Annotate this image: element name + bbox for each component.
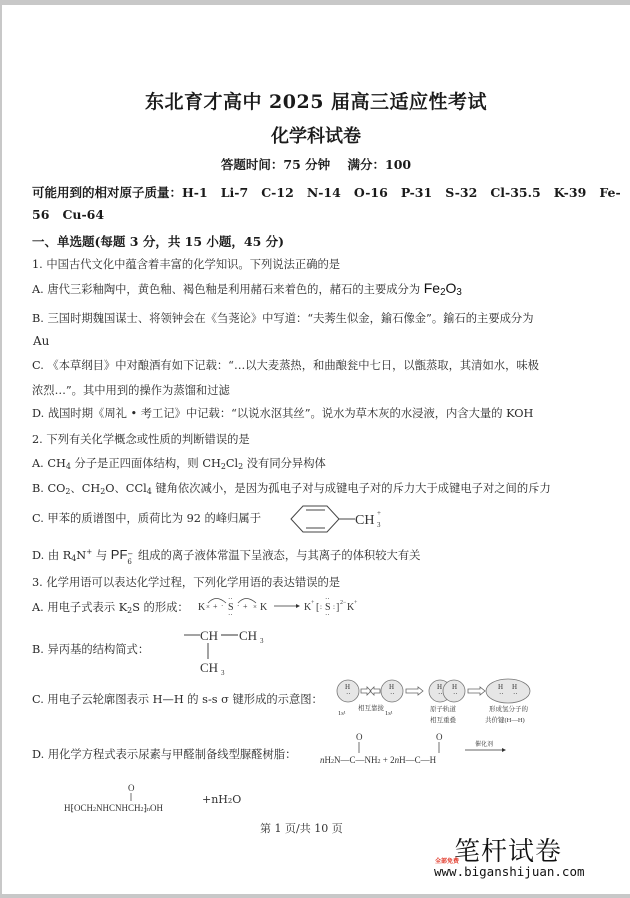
svg-text:H: H	[498, 683, 504, 691]
question-1-option-b-line1: B. 三国时期魏国谋士、将领钟会在《刍荛论》中写道：“夫莠生似金，鍮石像金”。鍮石的主要成分为	[32, 312, 534, 325]
water-byproduct: +nH₂O	[202, 793, 242, 806]
svg-text:O: O	[356, 732, 363, 742]
question-3-option-a: A. 用电子式表示 $K_2S$ 的形成：	[32, 601, 189, 615]
svg-text:+: +	[354, 600, 358, 606]
svg-text:K: K	[304, 602, 312, 613]
question-1-option-c-line1: C. 《本草纲目》中对酿酒有如下记载：“…以大麦蒸热，和曲酿瓮中七日，以甑蒸取，其清如水，味极	[32, 359, 539, 372]
atomic-masses-line2: 56 Cu-64	[32, 207, 105, 222]
svg-text:··: ··	[325, 595, 330, 603]
svg-text:形成氢分子的: 形成氢分子的	[489, 706, 528, 713]
svg-text::: :	[333, 603, 335, 611]
methylbenzene-cation-structure	[285, 502, 385, 536]
document-page	[2, 5, 630, 894]
svg-text:··: ··	[390, 690, 395, 698]
svg-text:原子轨道: 原子轨道	[430, 706, 456, 713]
svg-text:1s¹: 1s¹	[385, 710, 393, 717]
text: N	[76, 549, 87, 562]
text: A. 用电子式表示 K	[32, 601, 128, 614]
svg-text::: :	[320, 603, 322, 611]
svg-text:H: H	[437, 683, 443, 691]
question-2-option-b: B. $CO_2$、$CH_2O$、CCl$_4$ 键角依次减小，是因为孤电子对与成键电子对的斥力大于成键电子对之间的斥力	[32, 482, 551, 496]
svg-text:K: K	[198, 602, 206, 613]
pf6-formula: PF	[110, 547, 128, 562]
watermark-url: www.biganshijuan.com	[434, 864, 585, 879]
svg-text:H⁅OCH2NHCNHCH2⁆nOH: H⁅OCH2NHCNHCH2⁆nOH	[64, 803, 164, 813]
svg-text:··: ··	[228, 611, 233, 619]
svg-text:K: K	[260, 602, 268, 613]
svg-text:]: ]	[336, 602, 340, 613]
text: 与	[92, 549, 111, 562]
hydrogen-sigma-bond-diagram	[332, 677, 562, 727]
svg-text:催化剂: 催化剂	[475, 742, 494, 748]
svg-text:··: ··	[453, 690, 458, 698]
svg-text:2−: 2−	[340, 600, 347, 606]
svg-text:3: 3	[377, 521, 381, 529]
fe2o3-formula: $Fe_2O_3$	[423, 280, 462, 298]
svg-text:CH: CH	[355, 513, 375, 528]
exam-title: 东北育才高中 2025 届高三适应性考试	[144, 91, 488, 113]
svg-text:K: K	[347, 602, 355, 613]
svg-text:共价键(H—H): 共价键(H—H)	[485, 717, 525, 724]
text: O、CCl	[105, 482, 147, 495]
svg-text:相互靠拢: 相互靠拢	[358, 705, 384, 712]
text: 、CH	[70, 482, 101, 495]
watermark-brand: 笔杆试卷	[454, 837, 563, 867]
question-1-option-a	[32, 280, 462, 297]
svg-text:CH: CH	[200, 660, 219, 675]
page-indicator: 第 1 页/共 10 页	[260, 822, 343, 835]
text: A. CH	[32, 457, 66, 470]
exam-subtitle: 化学科试卷	[271, 126, 361, 147]
isopropyl-structure	[182, 625, 292, 677]
svg-text:·: ·	[221, 602, 224, 610]
question-2-option-d: D. 由 $R_4N^+$ 与 PF − 6 组成的离子液体常温下呈液态，与其离子的体积较大有关	[32, 547, 421, 566]
svg-text:·: ·	[237, 602, 240, 610]
svg-text:··: ··	[325, 611, 330, 619]
svg-text:··: ··	[438, 690, 443, 698]
svg-text:H: H	[345, 683, 351, 691]
question-1-option-d: D. 战国时期《周礼 • 考工记》中记载：“以说水沤其丝”。说水为草木灰的水浸液，内含大量的 KOH	[32, 407, 534, 420]
question-3-option-b: B. 异丙基的结构简式：	[32, 643, 150, 656]
svg-text:··: ··	[228, 595, 233, 603]
svg-text:+: +	[243, 602, 248, 611]
option-text: A. 唐代三彩釉陶中，黄色釉、褐色釉是利用赭石来着色的，赭石的主要成分为	[32, 283, 421, 296]
svg-text:相互重叠: 相互重叠	[430, 717, 456, 724]
svg-text:··: ··	[513, 690, 518, 698]
question-3-option-c: C. 用电子云轮廓图表示 H—H 的 s-s σ 键形成的示意图：	[32, 693, 323, 706]
svg-text:··: ··	[346, 690, 351, 698]
atomic-masses-line1: 可能用到的相对原子质量：H-1 Li-7 C-12 N-14 O-16 P-31 S-32 Cl-35.5 K-39 Fe-	[32, 185, 621, 200]
svg-text:×: ×	[253, 603, 257, 611]
svg-text:S: S	[325, 602, 331, 613]
question-2-stem: 2. 下列有关化学概念或性质的判断错误的是	[32, 433, 250, 446]
question-2-option-c: C. 甲苯的质谱图中，质荷比为 92 的峰归属于	[32, 512, 262, 525]
question-1-stem: 1. 中国古代文化中蕴含着丰富的化学知识。下列说法正确的是	[32, 258, 341, 271]
question-1-option-b-line2: Au	[33, 334, 50, 348]
text: D. 由 R	[32, 549, 72, 562]
urea-formaldehyde-reaction	[320, 731, 540, 771]
svg-text:+: +	[377, 509, 381, 517]
svg-text:··: ··	[499, 690, 504, 698]
text: S 的形成：	[132, 601, 189, 614]
question-2-option-a: A. $CH_4$ 分子是正四面体结构，则 $CH_2Cl_2$ 没有同分异构体	[32, 457, 326, 471]
svg-text:H: H	[389, 683, 395, 691]
svg-text:1s¹: 1s¹	[338, 710, 346, 717]
svg-text:S: S	[228, 602, 234, 613]
svg-text:H: H	[512, 683, 518, 691]
svg-text:×: ×	[206, 603, 210, 611]
watermark-tag: 全部免费	[435, 858, 460, 865]
svg-text:H: H	[452, 683, 458, 691]
urea-resin-product	[64, 783, 184, 813]
text: 没有同分异构体	[243, 457, 326, 470]
exam-meta: 答题时间：75 分钟 满分：100	[220, 157, 412, 172]
text: 分子是正四面体结构，则 CH	[70, 457, 221, 470]
question-3-stem: 3. 化学用语可以表达化学过程，下列化学用语的表达错误的是	[32, 576, 341, 589]
question-1-option-c-line2: 浓烈…”。其中用到的操作为蒸馏和过滤	[32, 384, 230, 397]
svg-text:[: [	[316, 602, 320, 613]
svg-text:nH2N—C—NH2 + 2nH—C—H: nH2N—C—NH2 + 2nH—C—H	[320, 755, 437, 765]
svg-text:+: +	[213, 602, 218, 611]
svg-text:CH: CH	[200, 628, 219, 643]
text: B. CO	[32, 482, 66, 495]
svg-text:3: 3	[260, 637, 264, 645]
k2s-electron-formula	[196, 591, 366, 621]
text: 键角依次减小，是因为孤电子对与成键电子对的斥力大于成键电子对之间的斥力	[151, 482, 551, 495]
svg-text:O: O	[128, 783, 135, 793]
svg-text:O: O	[436, 732, 443, 742]
section-heading: 一、单选题(每题 3 分，共 15 小题，45 分)	[32, 234, 285, 249]
question-3-option-d: D. 用化学方程式表示尿素与甲醛制备线型脲醛树脂：	[32, 748, 297, 761]
svg-text:+: +	[311, 600, 315, 606]
text: Cl	[225, 457, 239, 470]
svg-text:3: 3	[221, 669, 225, 677]
svg-text:CH: CH	[239, 628, 258, 643]
text: 组成的离子液体常温下呈液态，与其离子的体积较大有关	[134, 549, 421, 562]
